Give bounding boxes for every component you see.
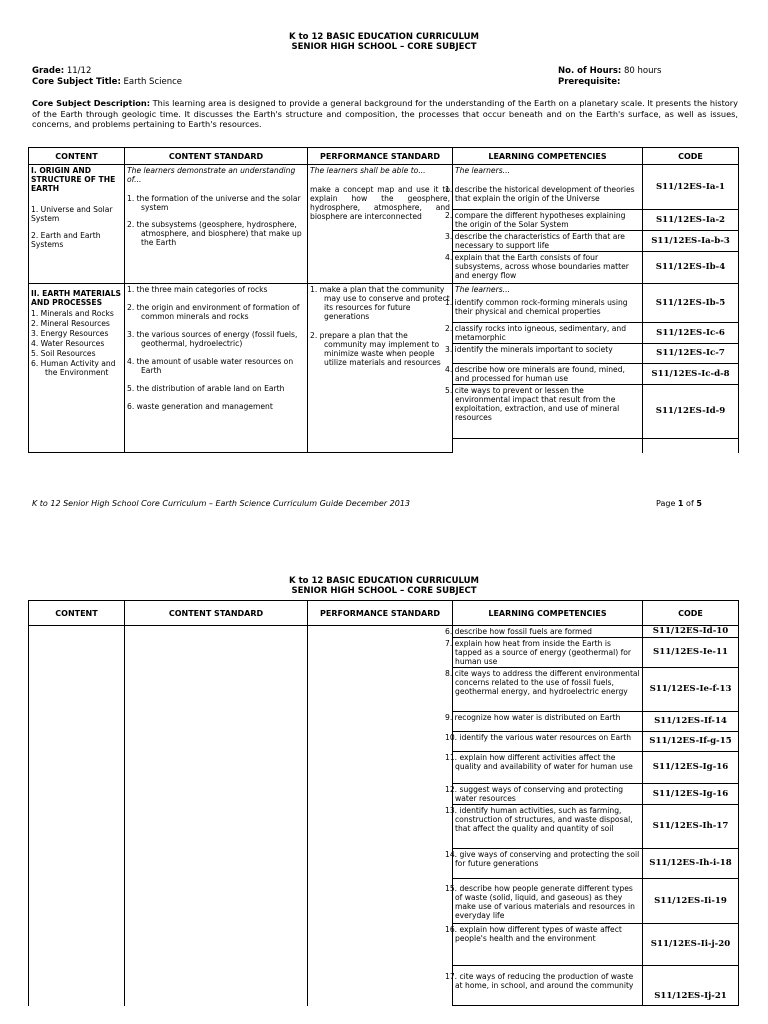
section2-item: 1. Minerals and Rocks <box>31 309 114 318</box>
curriculum-table-page2 <box>28 600 739 1006</box>
competency-cell: 15. describe how people generate different types of waste (solid, liquid, and gaseous) as they make use of various materials and resources in everyday life <box>453 879 643 924</box>
title-line <box>32 77 182 88</box>
table-header-row <box>29 601 739 626</box>
code-cell: S11/12ES-Ic-7 <box>643 344 739 364</box>
code-cell: S11/12ES-Ih-i-18 <box>643 849 739 879</box>
section2-title: II. EARTH MATERIALS AND PROCESSES <box>31 289 121 307</box>
section1-item: 1. Universe and Solar System <box>31 205 113 223</box>
footer-page-of: of <box>686 499 694 508</box>
table-row <box>29 284 739 297</box>
code-cell: S11/12ES-Ib-4 <box>643 252 739 284</box>
section1-content <box>29 165 125 284</box>
col-content: CONTENT <box>29 148 125 165</box>
col-performance-standard: PERFORMANCE STANDARD <box>308 601 453 626</box>
footer-page-number <box>656 499 702 508</box>
page-2 <box>0 520 768 1024</box>
section1-performance-standard <box>308 165 453 284</box>
competency-cell: 4. describe how ore minerals are found, mined, and processed for human use <box>453 364 643 385</box>
col-content-standard: CONTENT STANDARD <box>125 148 308 165</box>
code-cell: S11/12ES-Ia-2 <box>643 210 739 231</box>
section2-item: 2. Mineral Resources <box>31 319 110 328</box>
empty-content-standard-cell <box>125 626 308 1006</box>
empty-content-cell <box>29 626 125 1006</box>
code-cell: S11/12ES-Id-10 <box>643 626 739 638</box>
cs-item: 3. the various sources of energy (fossil fuels, geothermal, hydroelectric) <box>127 330 298 348</box>
empty-cell <box>453 439 643 453</box>
col-learning-competencies: LEARNING COMPETENCIES <box>453 601 643 626</box>
description-label: Core Subject Description: <box>32 98 150 108</box>
hours-label: No. of Hours: <box>558 66 622 76</box>
lc-intro-cell <box>453 284 643 297</box>
empty-cell <box>643 439 739 453</box>
section1-content-standard <box>125 165 308 284</box>
table-row <box>29 626 739 638</box>
cs-item: 2. the origin and environment of formation of common minerals and rocks <box>127 303 300 321</box>
ps-text: make a concept map and use it to explain how the geosphere, hydrosphere, atmosphere, and biosphere are interconnected <box>310 185 450 221</box>
lc-intro: The learners... <box>455 166 510 175</box>
section1-title: I. ORIGIN AND STRUCTURE OF THE EARTH <box>31 166 116 193</box>
section1-item: 2. Earth and Earth Systems <box>31 231 101 249</box>
section2-item: 5. Soil Resources <box>31 349 96 358</box>
code-cell: S11/12ES-Ib-5 <box>643 284 739 323</box>
col-content-standard: CONTENT STANDARD <box>125 601 308 626</box>
page-header-line2: SENIOR HIGH SCHOOL – CORE SUBJECT <box>291 42 477 52</box>
cs-item: 6. waste generation and management <box>127 402 273 411</box>
col-learning-competencies: LEARNING COMPETENCIES <box>453 148 643 165</box>
description-text: This learning area is designed to provide a general background for the understanding of the Earth on a planetary scale. It presents the history of the Earth through geologic time. It discusses the Earth's structure and composition, the processes that occur beneath and on the Earth's surface, as well as issues, concerns, and problems pertaining to Earth's resources. <box>32 98 738 130</box>
competency-cell: 14. give ways of conserving and protecting the soil for future generations <box>453 849 643 879</box>
competency-cell: 2. classify rocks into igneous, sedimentary, and metamorphic <box>453 323 643 344</box>
code-cell: S11/12ES-If-14 <box>643 712 739 732</box>
hours-value: 80 hours <box>624 66 662 76</box>
ps-item: 1. make a plan that the community may use to conserve and protect its resources for future generations <box>310 285 450 321</box>
competency-cell: 5. cite ways to prevent or lessen the environmental impact that result from the exploitation, extraction, and use of mineral resources <box>453 385 643 439</box>
grade-line <box>32 66 91 77</box>
code-cell: S11/12ES-Ic-6 <box>643 323 739 344</box>
grade-value: 11/12 <box>66 66 92 76</box>
col-code: CODE <box>643 148 739 165</box>
page-header-line1: K to 12 BASIC EDUCATION CURRICULUM <box>289 32 479 42</box>
code-cell: S11/12ES-If-g-15 <box>643 732 739 752</box>
code-cell: S11/12ES-Ii-j-20 <box>643 924 739 966</box>
code-cell: S11/12ES-Ij-21 <box>643 966 739 1006</box>
cs-item: 4. the amount of usable water resources on Earth <box>127 357 294 375</box>
footer-text: K to 12 Senior High School Core Curriculum – Earth Science Curriculum Guide December 2013 <box>32 499 410 508</box>
cs-intro: The learners demonstrate an understanding of... <box>127 166 296 184</box>
section2-performance-standard <box>308 284 453 453</box>
cs-item: 5. the distribution of arable land on Earth <box>127 384 285 393</box>
footer-page-prefix: Page <box>656 499 676 508</box>
section2-content-standard <box>125 284 308 453</box>
section2-item: 4. Water Resources <box>31 339 105 348</box>
cs-item: 2. the subsystems (geosphere, hydrosphere, atmosphere, and biosphere) that make up the Earth <box>127 220 302 247</box>
competency-cell: 6. describe how fossil fuels are formed <box>453 626 643 638</box>
code-cell: S11/12ES-Ih-17 <box>643 805 739 849</box>
competency-cell: 8. cite ways to address the different environmental concerns related to the use of fossil fuels, geothermal energy, and hydroelectric energy <box>453 668 643 712</box>
competency-cell: 1. describe the historical development of theories that explain the origin of the Universe <box>453 184 643 210</box>
col-code: CODE <box>643 601 739 626</box>
competency-cell: 3. identify the minerals important to society <box>453 344 643 364</box>
code-cell: S11/12ES-Ie-f-13 <box>643 668 739 712</box>
section2-content <box>29 284 125 453</box>
table-row <box>29 165 739 184</box>
footer-page-num: 1 <box>677 499 684 508</box>
lc-intro: The learners... <box>455 285 510 294</box>
table-header-row <box>29 148 739 165</box>
code-cell: S11/12ES-Ia-b-3 <box>643 231 739 252</box>
code-cell: S11/12ES-Ig-16 <box>643 784 739 805</box>
lc-intro-cell <box>453 165 643 184</box>
curriculum-table-page1 <box>28 147 739 453</box>
page-header-line2: SENIOR HIGH SCHOOL – CORE SUBJECT <box>291 586 477 596</box>
code-cell: S11/12ES-Ie-11 <box>643 638 739 668</box>
competency-cell: 1. identify common rock-forming minerals using their physical and chemical properties <box>453 297 643 323</box>
page-header-line1: K to 12 BASIC EDUCATION CURRICULUM <box>289 576 479 586</box>
empty-performance-standard-cell <box>308 626 453 1006</box>
code-cell: S11/12ES-Id-9 <box>643 385 739 439</box>
prerequisite-label: Prerequisite: <box>558 77 621 87</box>
code-cell: S11/12ES-Ig-16 <box>643 752 739 784</box>
core-subject-title-value: Earth Science <box>123 77 182 87</box>
section2-item: 6. Human Activity and the Environment <box>31 359 116 377</box>
footer-page-total: 5 <box>696 499 702 508</box>
grade-label: Grade: <box>32 66 65 76</box>
ps-item: 2. prepare a plan that the community may implement to minimize waste when people utilize materials and resources <box>310 331 441 367</box>
core-subject-title-label: Core Subject Title: <box>32 77 121 87</box>
hours-line <box>558 66 661 77</box>
subject-description <box>32 98 738 130</box>
competency-cell: 4. explain that the Earth consists of four subsystems, across whose boundaries matter and energy flow <box>453 252 643 284</box>
prereq-line <box>558 77 620 88</box>
competency-cell: 11. explain how different activities affect the quality and availability of water for human use <box>453 752 643 784</box>
cs-item: 1. the three main categories of rocks <box>127 285 268 294</box>
code-cell: S11/12ES-Ii-19 <box>643 879 739 924</box>
competency-cell: 17. cite ways of reducing the production of waste at home, in school, and around the community <box>453 966 643 1006</box>
col-content: CONTENT <box>29 601 125 626</box>
cs-item: 1. the formation of the universe and the solar system <box>127 194 301 212</box>
section2-item: 3. Energy Resources <box>31 329 109 338</box>
competency-cell: 16. explain how different types of waste affect people's health and the environment <box>453 924 643 966</box>
competency-cell: 13. identify human activities, such as farming, construction of structures, and waste disposal, that affect the quality and quantity of soil <box>453 805 643 849</box>
code-cell: S11/12ES-Ia-1 <box>643 165 739 210</box>
competency-cell: 9. recognize how water is distributed on Earth <box>453 712 643 732</box>
competency-cell: 10. identify the various water resources on Earth <box>453 732 643 752</box>
ps-intro: The learners shall be able to... <box>310 166 426 175</box>
competency-cell: 12. suggest ways of conserving and protecting water resources <box>453 784 643 805</box>
competency-cell: 3. describe the characteristics of Earth that are necessary to support life <box>453 231 643 252</box>
code-cell: S11/12ES-Ic-d-8 <box>643 364 739 385</box>
competency-cell: 2. compare the different hypotheses explaining the origin of the Solar System <box>453 210 643 231</box>
col-performance-standard: PERFORMANCE STANDARD <box>308 148 453 165</box>
competency-cell: 7. explain how heat from inside the Earth is tapped as a source of energy (geothermal) for human use <box>453 638 643 668</box>
